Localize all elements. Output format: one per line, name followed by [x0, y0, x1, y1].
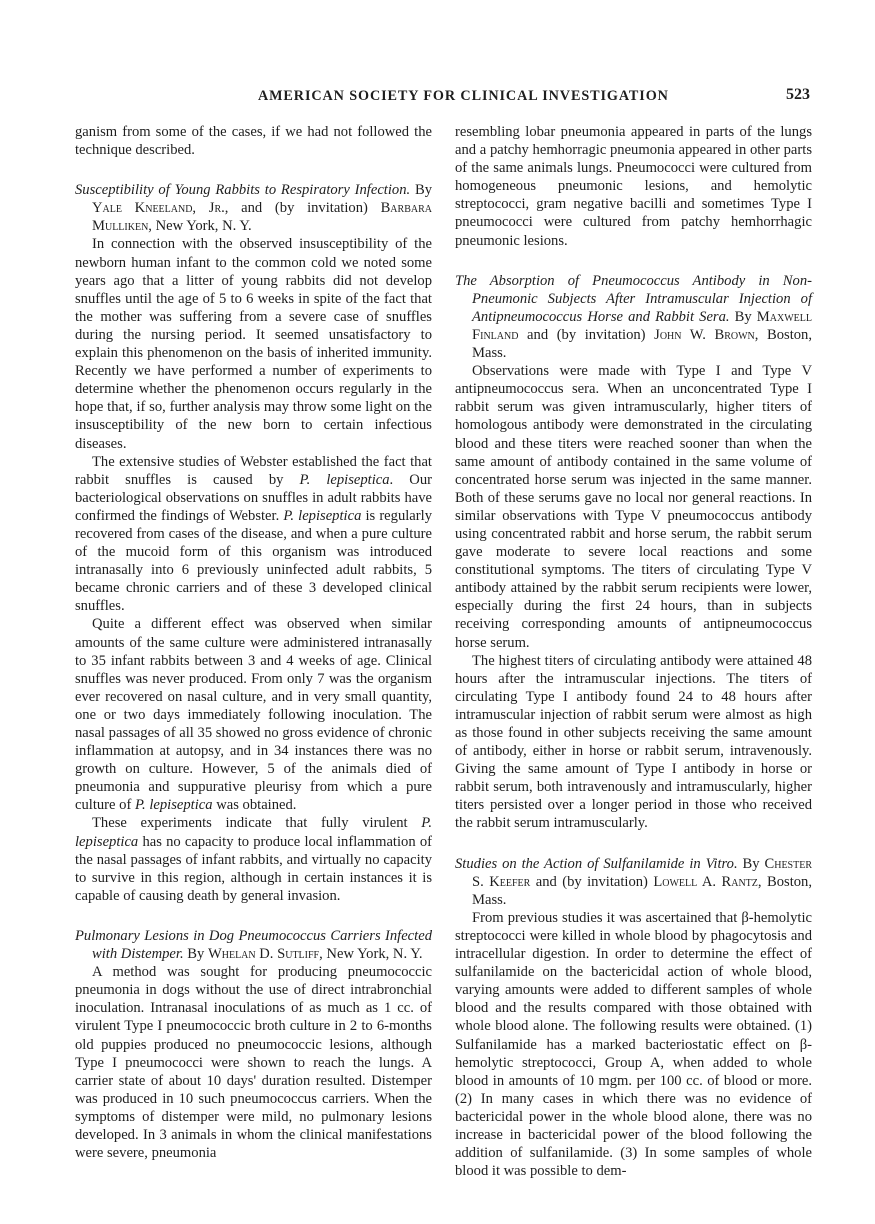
running-title: AMERICAN SOCIETY FOR CLINICAL INVESTIGATION — [258, 88, 669, 104]
continuation-text: ganism from some of the cases, if we had not followed the technique described. — [75, 124, 432, 159]
abstract-paragraph — [75, 615, 432, 814]
continuation-text: resembling lobar pneumonia appeared in parts of the lungs and a patchy hemhorragic pneumonia appeared in other parts of the same animals lungs. Pneumococci were cultured from homogeneous pneumonic lesions, and hemolytic streptococci, gram negative bacilli and sometimes Type I pneumococci were cultured from patchy hemhorrhagic pneumonic lesions. — [455, 124, 812, 249]
paragraph-text: is regularly recovered from cases of the disease, and when a pure culture of the mucoid form of this organism was introduced intranasally into 6 previously uninfected adult rabbits, 5 became chronic carriers and of these 3 developed clinical snuffles. — [75, 507, 432, 615]
author-name: Lowell A. Rantz — [653, 873, 758, 890]
paragraph-text: was obtained. — [216, 797, 297, 814]
abstract-heading — [455, 272, 812, 362]
author-location: , Boston, Mass. — [472, 873, 812, 908]
left-column — [75, 123, 432, 1162]
by-word: By — [414, 182, 432, 199]
abstract-paragraph — [75, 453, 432, 616]
author-location: , New York, N. Y. — [319, 946, 423, 963]
paragraph-text: Quite a different effect was observed when similar amounts of the same culture were administered intranasally to 35 infant rabbits between 3 and 4 weeks of age. Clinical snuffles was never produced. From only 7 was the organism ever recovered on nasal culture, and in very small quantity, one or two days immediately following inoculation. The nasal passages of all 35 showed no gross evidence of chronic inflammation at autopsy, and in 34 instances there was no growth on culture. However, 5 of the animals died of pneumonia and suppurative pleurisy from which a pure culture of — [75, 616, 432, 814]
paragraph-text: These experiments indicate that fully virulent — [92, 815, 408, 832]
abstract-title: Studies on the Action of Sulfanilamide in Vitro. — [455, 855, 738, 872]
page-number: 523 — [786, 86, 810, 103]
paragraph-text: . Our bacteriological observations on snuffles in adult rabbits have confirmed the findings of Webster. — [75, 471, 432, 524]
abstract-paragraph: The highest titers of circulating antibody were attained 48 hours after the intramuscular injections. The titers of circulating Type I antibody found 24 to 48 hours after intramuscular injection of rabbit serum were almost as high as those found in other subjects receiving the same amount of antibody, either in horse or rabbit serum, intravenously. Giving the same amount of Type I antibody in horse or rabbit serum, both intravenously and intramuscularly, higher titers persisted over a longer period in those who received the rabbit serum intramuscularly. — [455, 652, 812, 832]
author-connector: and (by invitation) — [535, 873, 648, 890]
abstract-title: Susceptibility of Young Rabbits to Respiratory Infection. — [75, 182, 411, 199]
by-word: By — [742, 855, 760, 872]
organism-name: P. lepiseptica — [299, 471, 390, 488]
abstract-title: Pulmonary Lesions in Dog Pneumococcus Carriers Infected with Distemper. — [75, 927, 432, 963]
abstract-paragraph: Observations were made with Type I and Type V antipneumococcus sera. When an unconcentrated Type I rabbit serum was given intramuscularly, higher titers of homologous antibody were demonstrated in the circulating blood and these titers were reached sooner than when the same amount of antibody contained in the same volume of concentrated horse serum was injected in the same manner. Both of these serums gave no local nor general reactions. In similar observations with Type V pneumococcus antibody using concentrated rabbit and horse serum, the rabbit serum gave moderate to severe local reactions and some constitutional symptoms. The titers of circulating Type V antibody attained by the rabbit serum recipients were lower, especially during the first 24 hours, than in subjects receiving corresponding amounts of antipneumococcus horse serum. — [455, 363, 812, 651]
organism-name: P. lepiseptica — [75, 815, 432, 850]
author-connector: , and (by invitation) — [224, 200, 368, 217]
abstract-paragraph: From previous studies it was ascertained that β-hemolytic streptococci were killed in whole blood by phagocytosis and intracellular digestion. In order to determine the effect of sulfanilamide on the bactericidal action of whole blood, varying amounts were added to different samples of whole blood and the results compared with those obtained with whole blood alone. The following results were obtained. (1) Sulfanilamide has a marked bacteriostatic effect on β-hemolytic streptococci, Group A, when added to whole blood in amounts of 10 mgm. per 100 cc. of blood or more. (2) In many cases in which there was no evidence of bactericidal power in the whole blood alone, there was no increase in bactericidal power of the blood following the addition of sulfanilamide. (3) In some samples of whole blood it was possible to dem- — [455, 909, 812, 1180]
author-name: Barbara Mulliken — [92, 200, 432, 235]
abstract-paragraph — [75, 814, 432, 904]
paragraph-text: The extensive studies of Webster established the fact that rabbit snuffles is caused by — [75, 453, 432, 488]
abstract-title: The Absorption of Pneumococcus Antibody in Non-Pneumonic Subjects After Intramuscular Injection of Antipneumococcus Horse and Rabbit Sera. — [455, 272, 812, 325]
author-location: , New York, N. Y. — [148, 218, 252, 235]
abstract-heading — [75, 927, 432, 963]
author-name: Whelan D. Sutliff — [207, 946, 320, 963]
organism-name: P. lepiseptica — [134, 797, 213, 814]
organism-name: P. lepiseptica — [283, 507, 362, 524]
abstract-heading — [455, 855, 812, 909]
author-connector: and (by invitation) — [527, 326, 646, 343]
by-word: By — [734, 308, 752, 325]
author-name: Chester S. Keefer — [472, 855, 812, 890]
author-name: Maxwell Finland — [472, 308, 812, 343]
author-name: Yale Kneeland, Jr. — [92, 200, 225, 217]
by-word: By — [187, 946, 205, 963]
paragraph-text: has no capacity to produce local inflammation of the nasal passages of infant rabbits, and virtually no capacity to survive in this region, although in certain instances it is capable of causing death by general invasion. — [75, 833, 432, 904]
author-name: John W. Brown — [654, 326, 755, 343]
abstract-heading — [75, 181, 432, 235]
author-location: , Boston, Mass. — [472, 326, 813, 362]
abstract-paragraph: A method was sought for producing pneumococcic pneumonia in dogs without the use of direct intrabronchial inoculation. Intranasal inoculations of as much as 1 cc. of virulent Type I pneumococcic broth culture in 2 to 6-months old puppies produced no pneumococcic lesions, although Type I pneumococci were shown to reach the lungs. A carrier state of about 10 days' duration resulted. Distemper was produced in 10 such pneumococcus carriers. When the symptoms of distemper were mild, no pulmonary lesions developed. In 3 animals in whom the clinical manifestations were severe, pneumonia — [75, 964, 432, 1162]
abstract-paragraph: In connection with the observed insusceptibility of the newborn human infant to the common cold we noted some years ago that a litter of young rabbits did not develop snuffles until the age of 5 to 6 weeks in spite of the fact that the mother was suffering from a severe case of snuffles during the nursing period. It seemed unsatisfactory to explain this phenomenon on the basis of inherited immunity. Recently we have performed a number of experiments to determine whether the phenomenon occurs regularly in the hope that, if so, further analysis may throw some light on the insusceptibility of the new born to certain infectious diseases. — [75, 236, 432, 452]
right-column — [455, 123, 812, 1180]
